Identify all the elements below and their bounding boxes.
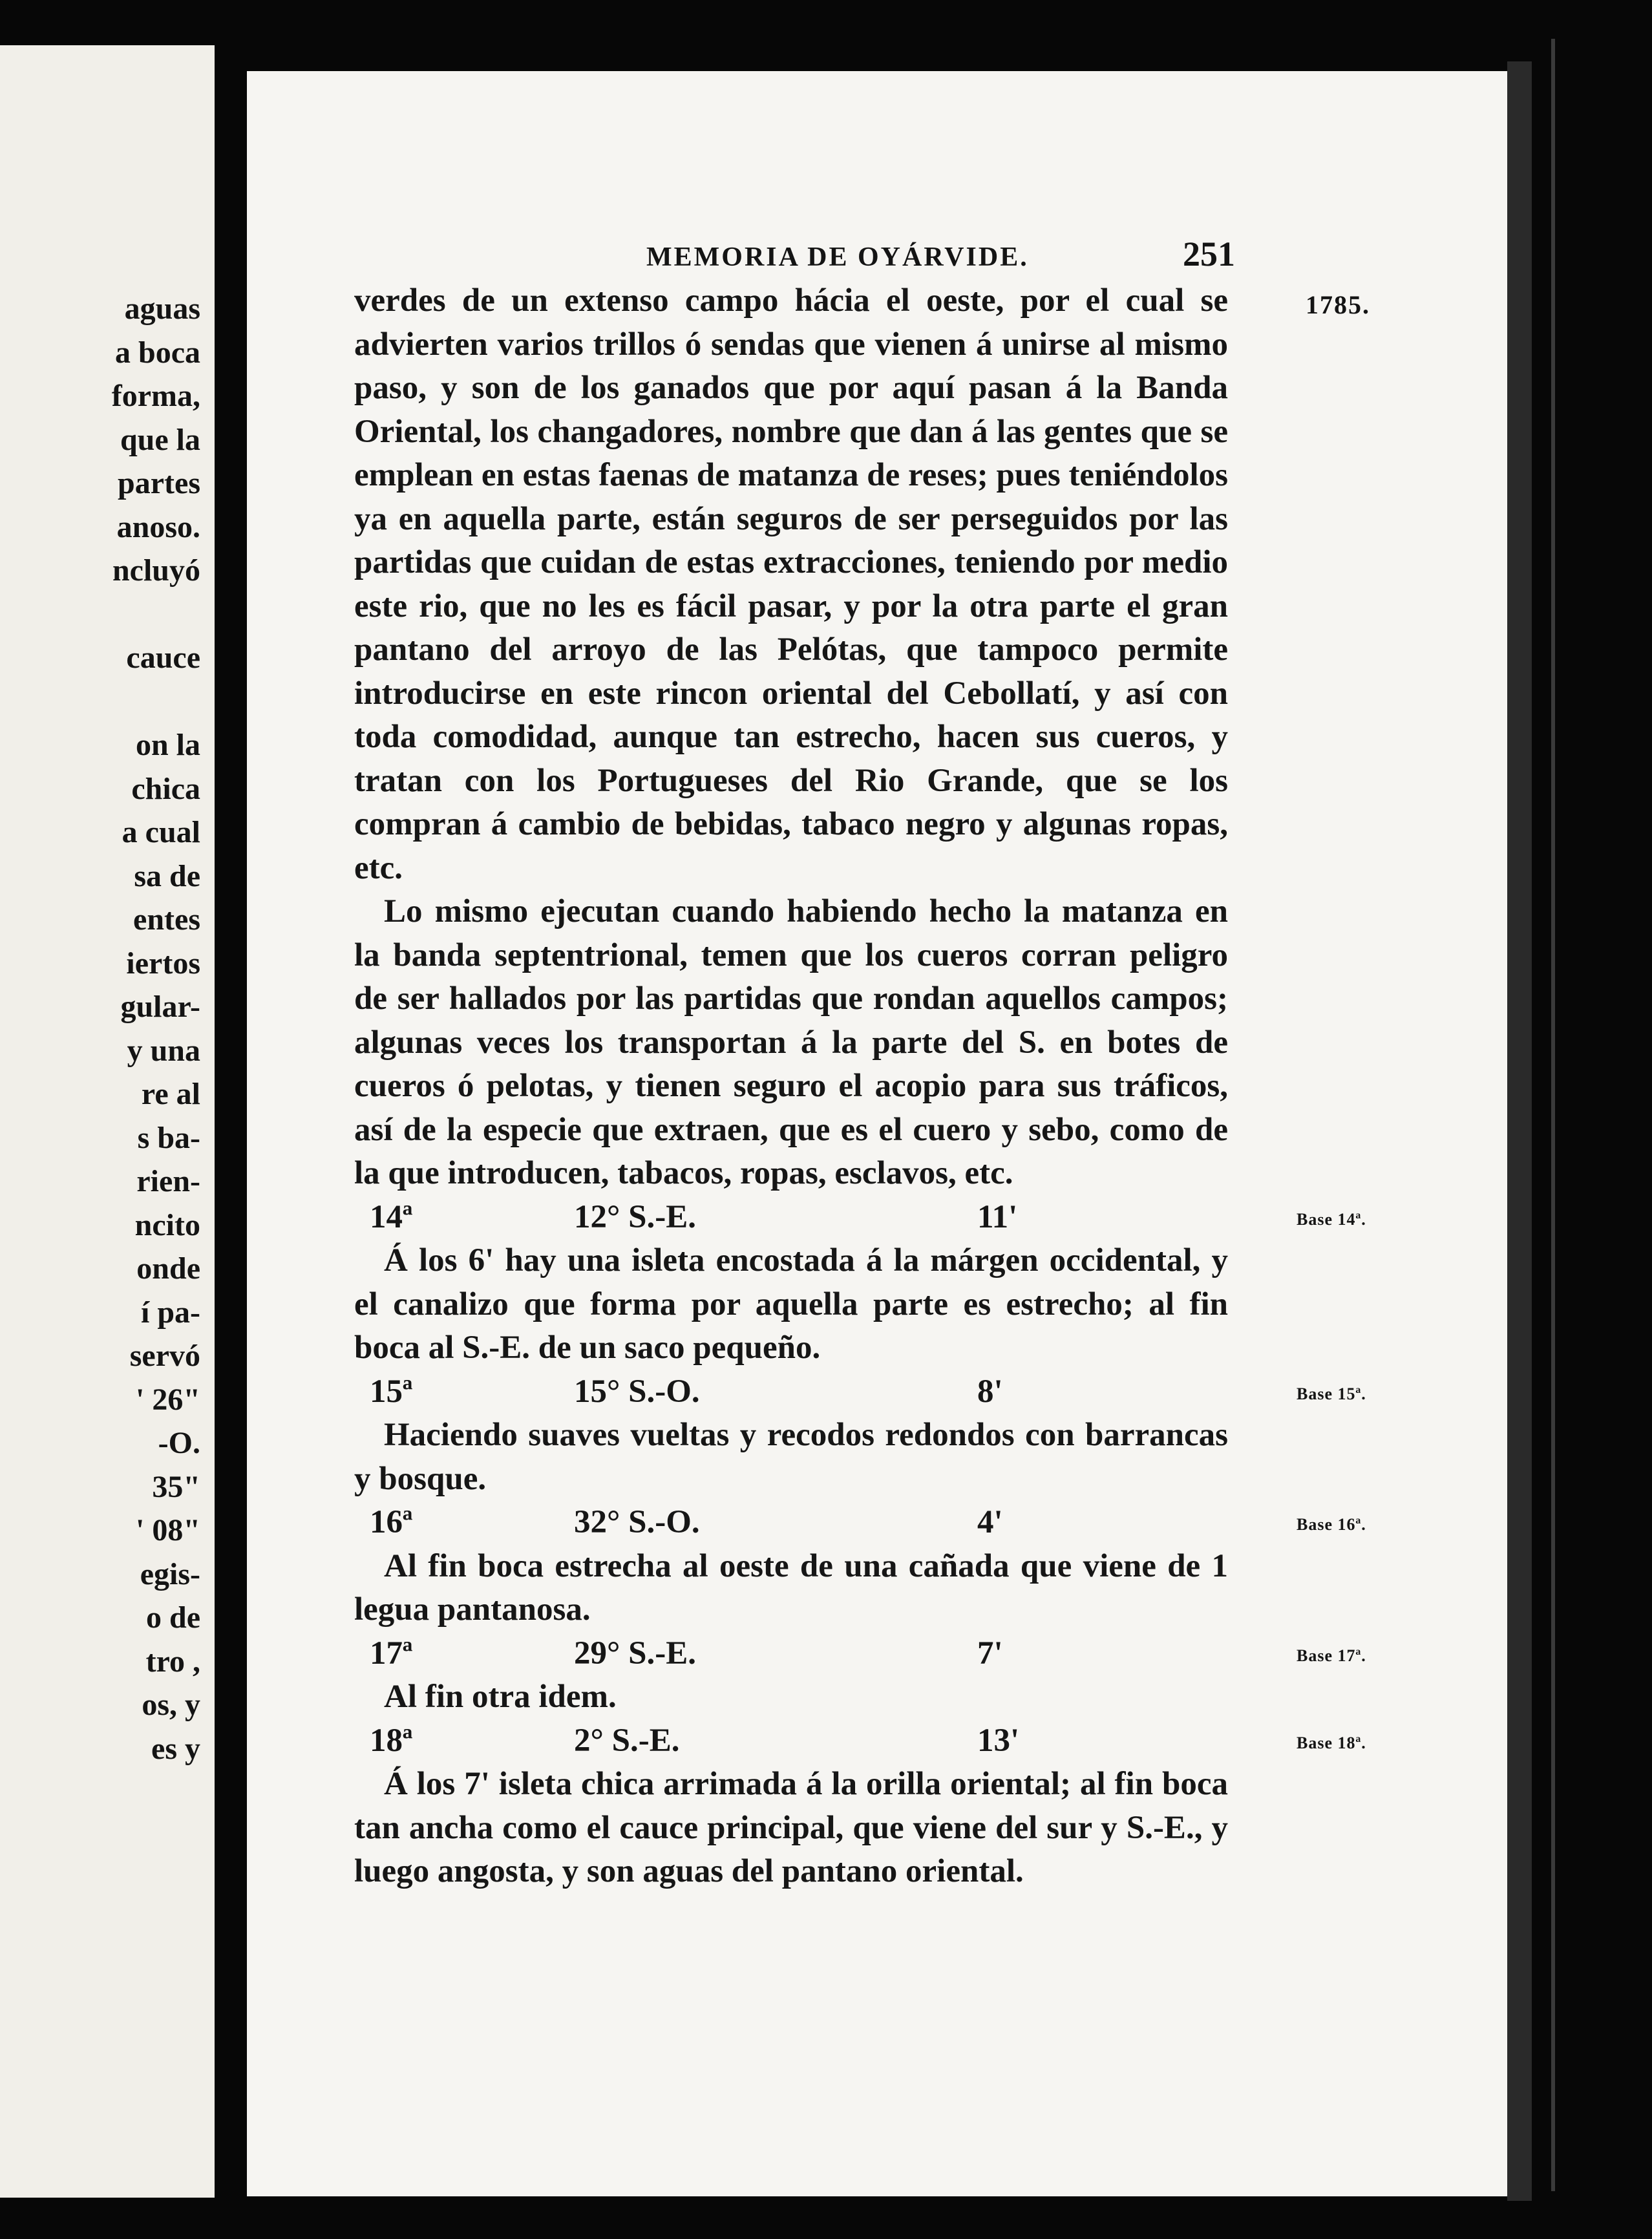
left-page-line: rien- bbox=[136, 1164, 200, 1198]
page-edge bbox=[1507, 61, 1532, 2201]
left-page-line: anoso. bbox=[116, 509, 200, 544]
paragraph: Lo mismo ejecutan cuando habiendo hecho la matanza en la banda septentrional, temen que los cueros corran peligro de ser hallados por las partidas que rondan aquellos campos; algunas veces los transportan á la parte del S. en botes de cueros ó pelotas, y tienen seguro el acopio para sus tráficos, así de la especie que extraen, que es el cuero y sebo, como de la que introducen, tabacos, ropas, esclavos, etc. bbox=[354, 893, 1228, 1191]
entry-bearing: 12° S.-E. bbox=[574, 1198, 697, 1235]
left-page-line: -O. bbox=[158, 1426, 200, 1460]
entry-distance: 8' bbox=[977, 1373, 1003, 1410]
survey-entry bbox=[354, 1632, 1228, 1676]
left-page-line: a boca bbox=[115, 335, 200, 370]
left-page-line: re al bbox=[141, 1077, 200, 1111]
paragraph: Haciendo suaves vueltas y recodos redondos con barrancas y bosque. bbox=[354, 1417, 1228, 1497]
left-page-line: servó bbox=[129, 1339, 200, 1373]
paragraph: verdes de un extenso campo hácia el oeste, por el cual se advierten varios trillos ó sendas que vienen á unirse al mismo paso, y son de los ganados que por aquí pasan á la Banda Oriental, los changadores, nombre que dan á las gentes que se emplean en estas faenas de matanza de reses; pues teniéndolos ya en aquella parte, están seguros de ser perseguidos por las partidas que cuidan de estas extracciones, teniendo por medio este rio, que no les es fácil pasar, y por la otra parte el gran pantano del arroyo de las Pelótas, que tampoco permite introducirse en este rincon oriental del Cebollatí, y así con toda comodidad, aunque tan estrecho, hacen sus cueros, y tratan con los Portugueses del Rio Grande, que se los compran á cambio de bebidas, tabaco negro y algunas ropas, etc. bbox=[354, 282, 1228, 886]
left-page-line: a cual bbox=[122, 815, 200, 849]
body-text bbox=[354, 279, 1228, 1894]
entry-distance: 7' bbox=[977, 1635, 1003, 1671]
left-page-line: iertos bbox=[126, 946, 200, 981]
left-page-line: egis- bbox=[140, 1556, 200, 1591]
left-page-line: í pa- bbox=[140, 1295, 200, 1330]
entry-distance: 4' bbox=[977, 1504, 1003, 1540]
left-page-line: chica bbox=[131, 771, 200, 806]
left-page-line: y una bbox=[127, 1033, 200, 1068]
left-page-line: es y bbox=[151, 1731, 200, 1766]
margin-note-base: Base 14ª. bbox=[1297, 1209, 1366, 1229]
left-page-line: forma, bbox=[111, 379, 200, 413]
entry-bearing: 29° S.-E. bbox=[574, 1635, 697, 1671]
entry-number: 18ª bbox=[370, 1722, 413, 1759]
entry-number: 17ª bbox=[370, 1635, 413, 1671]
entry-distance: 13' bbox=[977, 1722, 1020, 1759]
left-page-line: sa de bbox=[134, 858, 200, 893]
left-page-line: ' 26" bbox=[136, 1382, 200, 1417]
paragraph: Á los 7' isleta chica arrimada á la orilla oriental; al fin boca tan ancha como el cauce principal, que viene del sur y S.-E., y luego angosta, y son aguas del pantano oriental. bbox=[354, 1766, 1228, 1889]
left-page-fragment bbox=[0, 45, 215, 2198]
entry-number: 15ª bbox=[370, 1373, 413, 1410]
margin-note-base: Base 15ª. bbox=[1297, 1384, 1366, 1403]
margin-note-base: Base 17ª. bbox=[1297, 1646, 1366, 1665]
running-head: MEMORIA DE OYÁRVIDE. bbox=[646, 242, 1029, 272]
entry-bearing: 2° S.-E. bbox=[574, 1722, 680, 1759]
left-page-line: o de bbox=[146, 1600, 200, 1635]
survey-entry bbox=[354, 1196, 1228, 1240]
entry-number: 14ª bbox=[370, 1198, 413, 1235]
left-page-line: ' 08" bbox=[136, 1513, 200, 1547]
survey-entry bbox=[354, 1501, 1228, 1545]
left-page-line: que la bbox=[120, 422, 200, 457]
left-page-line: ncito bbox=[134, 1207, 200, 1242]
entry-bearing: 32° S.-O. bbox=[574, 1504, 700, 1540]
page-header bbox=[247, 234, 1507, 279]
margin-year: 1785. bbox=[1306, 290, 1370, 319]
margin-note-base: Base 18ª. bbox=[1297, 1733, 1366, 1752]
left-page-line: aguas bbox=[124, 292, 200, 326]
left-page-line: s ba- bbox=[137, 1120, 200, 1155]
left-page-line: on la bbox=[135, 728, 200, 762]
left-page-line: cauce bbox=[126, 641, 200, 675]
left-page-line: tro , bbox=[145, 1644, 200, 1679]
survey-entry bbox=[354, 1370, 1228, 1414]
entry-number: 16ª bbox=[370, 1504, 413, 1540]
left-page-line: ncluyó bbox=[112, 553, 200, 588]
paragraph: Á los 6' hay una isleta encostada á la márgen occidental, y el canalizo que forma por aquella parte es estrecho; al fin boca al S.-E. de un saco pequeño. bbox=[354, 1242, 1228, 1366]
paragraph: Al fin boca estrecha al oeste de una cañada que viene de 1 legua pantanosa. bbox=[354, 1547, 1228, 1628]
paragraph: Al fin otra idem. bbox=[384, 1679, 617, 1715]
entry-distance: 11' bbox=[977, 1198, 1018, 1235]
left-page-line: partes bbox=[118, 466, 200, 500]
left-page-line: gular- bbox=[120, 990, 200, 1024]
margin-note-base: Base 16ª. bbox=[1297, 1515, 1366, 1534]
survey-entry bbox=[354, 1719, 1228, 1763]
left-page-line: onde bbox=[136, 1251, 200, 1286]
page-edge-line bbox=[1551, 39, 1555, 2191]
left-page-line: 35" bbox=[152, 1469, 200, 1504]
left-page-line: entes bbox=[133, 902, 200, 937]
page-number: 251 bbox=[1183, 235, 1235, 273]
entry-bearing: 15° S.-O. bbox=[574, 1373, 700, 1410]
left-page-line: os, y bbox=[142, 1688, 200, 1722]
